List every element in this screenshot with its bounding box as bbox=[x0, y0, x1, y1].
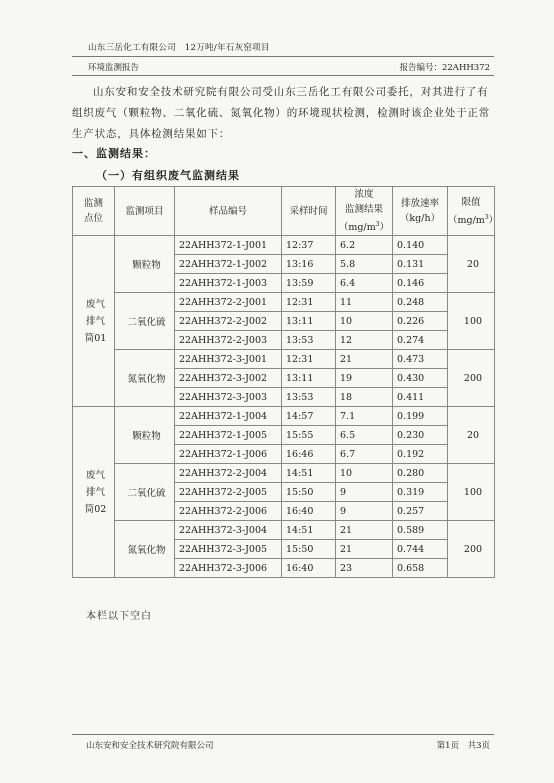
header-divider-2 bbox=[72, 75, 494, 76]
emission-rate-cell: 0.226 bbox=[393, 312, 448, 331]
monitoring-results-table bbox=[72, 186, 499, 578]
monitoring-point-cell: 废气 排气 筒01 bbox=[73, 236, 115, 407]
table-row bbox=[73, 521, 495, 540]
concentration-cell: 5.8 bbox=[336, 255, 393, 274]
sampling-time-cell: 15:55 bbox=[282, 426, 336, 445]
sampling-time-cell: 16:40 bbox=[282, 559, 336, 578]
concentration-cell: 9 bbox=[336, 483, 393, 502]
sample-id-cell: 22AHH372-2-J001 bbox=[175, 293, 282, 312]
sample-id-cell: 22AHH372-1-J004 bbox=[175, 407, 282, 426]
sampling-time-cell: 13:59 bbox=[282, 274, 336, 293]
header-monitoring-point: 监测 点位 bbox=[73, 187, 115, 236]
sampling-time-cell: 13:11 bbox=[282, 312, 336, 331]
sampling-time-cell: 12:37 bbox=[282, 236, 336, 255]
sample-id-cell: 22AHH372-3-J004 bbox=[175, 521, 282, 540]
sample-id-cell: 22AHH372-3-J001 bbox=[175, 350, 282, 369]
sample-id-cell: 22AHH372-2-J005 bbox=[175, 483, 282, 502]
intro-paragraph: 山东安和安全技术研究院有限公司受山东三岳化工有限公司委托，对其进行了有组织废气（颗粒物、二氧化硫、氮氧化物）的环境现状检测，检测时该企业处于正常生产状态，具体检测结果如下： bbox=[72, 86, 491, 140]
sample-id-cell: 22AHH372-1-J005 bbox=[175, 426, 282, 445]
concentration-cell: 18 bbox=[336, 388, 393, 407]
header-report-type: 环境监测报告 bbox=[88, 63, 140, 73]
sampling-time-cell: 14:57 bbox=[282, 407, 336, 426]
sample-id-cell: 22AHH372-1-J001 bbox=[175, 236, 282, 255]
concentration-cell: 21 bbox=[336, 521, 393, 540]
header-limit: 限值 $(mg/m^3)$ bbox=[448, 187, 495, 236]
sampling-time-cell: 16:46 bbox=[282, 445, 336, 464]
header-divider bbox=[72, 56, 494, 57]
concentration-cell: 10 bbox=[336, 464, 393, 483]
footer-divider bbox=[72, 734, 494, 735]
concentration-cell: 21 bbox=[336, 350, 393, 369]
monitoring-item-cell: 颗粒物 bbox=[115, 407, 175, 464]
sampling-time-cell: 12:31 bbox=[282, 350, 336, 369]
sample-id-cell: 22AHH372-1-J003 bbox=[175, 274, 282, 293]
emission-rate-cell: 0.140 bbox=[393, 236, 448, 255]
emission-rate-cell: 0.411 bbox=[393, 388, 448, 407]
concentration-cell: 23 bbox=[336, 559, 393, 578]
footer-page-number: 第1页 共3页 bbox=[436, 741, 490, 751]
concentration-cell: 6.2 bbox=[336, 236, 393, 255]
emission-rate-cell: 0.473 bbox=[393, 350, 448, 369]
sampling-time-cell: 15:50 bbox=[282, 540, 336, 559]
sampling-time-cell: 13:53 bbox=[282, 388, 336, 407]
emission-rate-cell: 0.192 bbox=[393, 445, 448, 464]
emission-rate-cell: 0.257 bbox=[393, 502, 448, 521]
sample-id-cell: 22AHH372-3-J003 bbox=[175, 388, 282, 407]
table-row bbox=[73, 236, 495, 255]
sampling-time-cell: 14:51 bbox=[282, 464, 336, 483]
concentration-cell: 6.4 bbox=[336, 274, 393, 293]
emission-rate-cell: 0.319 bbox=[393, 483, 448, 502]
concentration-cell: 11 bbox=[336, 293, 393, 312]
header-sample-id: 样品编号 bbox=[175, 187, 282, 236]
concentration-cell: 12 bbox=[336, 331, 393, 350]
table-row bbox=[73, 407, 495, 426]
sample-id-cell: 22AHH372-3-J002 bbox=[175, 369, 282, 388]
concentration-cell: 6.5 bbox=[336, 426, 393, 445]
sample-id-cell: 22AHH372-3-J006 bbox=[175, 559, 282, 578]
sample-id-cell: 22AHH372-2-J002 bbox=[175, 312, 282, 331]
monitoring-item-cell: 二氧化硫 bbox=[115, 464, 175, 521]
limit-value-cell: 100 bbox=[448, 464, 495, 521]
limit-value-cell: 100 bbox=[448, 293, 495, 350]
sample-id-cell: 22AHH372-1-J002 bbox=[175, 255, 282, 274]
concentration-cell: 10 bbox=[336, 312, 393, 331]
sample-id-cell: 22AHH372-2-J004 bbox=[175, 464, 282, 483]
sampling-time-cell: 13:53 bbox=[282, 331, 336, 350]
emission-rate-cell: 0.280 bbox=[393, 464, 448, 483]
emission-rate-cell: 0.230 bbox=[393, 426, 448, 445]
concentration-cell: 9 bbox=[336, 502, 393, 521]
monitoring-point-cell: 废气 排气 筒02 bbox=[73, 407, 115, 578]
concentration-cell: 7.1 bbox=[336, 407, 393, 426]
emission-rate-cell: 0.274 bbox=[393, 331, 448, 350]
table-row bbox=[73, 464, 495, 483]
table-row bbox=[73, 350, 495, 369]
monitoring-item-cell: 氮氧化物 bbox=[115, 521, 175, 578]
sampling-time-cell: 14:51 bbox=[282, 521, 336, 540]
sampling-time-cell: 13:11 bbox=[282, 369, 336, 388]
header-report-number: 报告编号：22AHH372 bbox=[399, 63, 490, 73]
limit-value-cell: 200 bbox=[448, 521, 495, 578]
sampling-time-cell: 12:31 bbox=[282, 293, 336, 312]
sampling-time-cell: 13:16 bbox=[282, 255, 336, 274]
emission-rate-cell: 0.248 bbox=[393, 293, 448, 312]
header-company-project: 山东三岳化工有限公司 12万吨/年石灰窑项目 bbox=[88, 43, 270, 53]
monitoring-item-cell: 颗粒物 bbox=[115, 236, 175, 293]
header-sampling-time: 采样时间 bbox=[282, 187, 336, 236]
sample-id-cell: 22AHH372-1-J006 bbox=[175, 445, 282, 464]
limit-value-cell: 20 bbox=[448, 236, 495, 293]
concentration-cell: 6.7 bbox=[336, 445, 393, 464]
table-body bbox=[73, 236, 495, 578]
header-concentration: 浓度 监测结果 $(mg/m^3)$ bbox=[336, 187, 393, 236]
limit-value-cell: 200 bbox=[448, 350, 495, 407]
monitoring-item-cell: 二氧化硫 bbox=[115, 293, 175, 350]
emission-rate-cell: 0.430 bbox=[393, 369, 448, 388]
table-row bbox=[73, 293, 495, 312]
emission-rate-cell: 0.744 bbox=[393, 540, 448, 559]
monitoring-item-cell: 氮氧化物 bbox=[115, 350, 175, 407]
sample-id-cell: 22AHH372-2-J006 bbox=[175, 502, 282, 521]
table-header-row bbox=[73, 187, 495, 236]
section-title-results: 一、监测结果： bbox=[72, 147, 156, 160]
limit-value-cell: 20 bbox=[448, 407, 495, 464]
sampling-time-cell: 15:50 bbox=[282, 483, 336, 502]
emission-rate-cell: 0.658 bbox=[393, 559, 448, 578]
concentration-cell: 21 bbox=[336, 540, 393, 559]
concentration-cell: 19 bbox=[336, 369, 393, 388]
footer-organization: 山东安和安全技术研究院有限公司 bbox=[86, 741, 214, 751]
header-monitoring-item: 监测项目 bbox=[115, 187, 175, 236]
emission-rate-cell: 0.146 bbox=[393, 274, 448, 293]
sample-id-cell: 22AHH372-2-J003 bbox=[175, 331, 282, 350]
header-emission-rate: 排放速率 （kg/h） bbox=[393, 187, 448, 236]
blank-below-note: 本栏以下空白 bbox=[86, 611, 152, 622]
emission-rate-cell: 0.131 bbox=[393, 255, 448, 274]
sampling-time-cell: 16:40 bbox=[282, 502, 336, 521]
emission-rate-cell: 0.589 bbox=[393, 521, 448, 540]
emission-rate-cell: 0.199 bbox=[393, 407, 448, 426]
sample-id-cell: 22AHH372-3-J005 bbox=[175, 540, 282, 559]
section-title-organized-exhaust: （一）有组织废气监测结果 bbox=[96, 169, 240, 182]
